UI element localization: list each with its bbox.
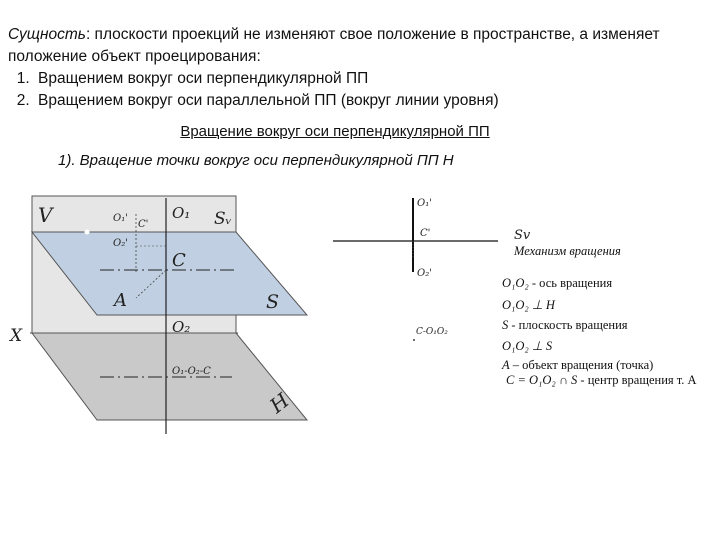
label-O2-prime: O₂' <box>113 238 128 249</box>
legend-line-6 <box>506 373 697 387</box>
label-H: H <box>265 388 294 418</box>
legend-text-1: - ось вращения <box>528 276 613 290</box>
label-O1: O₁ <box>172 204 191 222</box>
legend-sym-2: O₁O₂ ⊥ H <box>502 298 555 312</box>
label-V: V <box>38 203 53 227</box>
legend-title: Механизм вращения <box>514 244 621 258</box>
legend-sym-3: S <box>502 318 509 332</box>
label-A: A <box>114 290 127 311</box>
right-label-O1-prime: O₁' <box>417 198 432 209</box>
legend-text-6: - центр вращения т. A <box>577 373 697 387</box>
rotation-legend <box>501 244 697 387</box>
label-Sv: Sᵥ <box>214 209 232 229</box>
right-label-bottom-point: C-O₁O₂ <box>416 327 448 337</box>
label-S: S <box>266 291 280 313</box>
label-bottom-axis: O₁-O₂-C <box>172 366 211 377</box>
label-O2: O₂ <box>172 318 191 336</box>
lead-text: : плоскости проекций не изменяют свое положение в пространстве, а изменяет положение объект проецирования: <box>8 26 660 65</box>
spatial-diagram <box>8 196 307 434</box>
right-label-Sv: Sv <box>514 228 531 243</box>
legend-text-5: – объект вращения (точка) <box>509 358 654 372</box>
lead-term: Сущность <box>8 26 86 43</box>
legend-line-2 <box>502 298 556 312</box>
legend-sym-6: C = O₁O₂ ∩ S <box>506 373 578 387</box>
legend-line-1 <box>502 276 612 290</box>
label-C: C <box>172 250 186 271</box>
point-on-V <box>85 230 89 234</box>
legend-sym-1: O₁O₂ <box>502 276 529 290</box>
legend-line-5 <box>501 358 653 372</box>
legend-sym-4: O₁O₂ ⊥ S <box>502 339 553 353</box>
horizontal-plane-H <box>32 333 307 420</box>
figure-caption: 1). Вращение точки вокруг оси перпендикулярной ПП H <box>58 152 454 169</box>
section-subtitle: Вращение вокруг оси перпендикулярной ПП <box>180 123 490 140</box>
method-item-1: 1. Вращением вокруг оси перпендикулярной ПП <box>34 68 708 90</box>
label-O1-prime: O₁' <box>113 213 128 224</box>
legend-text-3: - плоскость вращения <box>508 318 628 332</box>
legend-line-3 <box>502 318 628 332</box>
label-X: X <box>10 326 23 346</box>
label-C-prime: C' <box>138 219 149 230</box>
right-label-C-prime: C' <box>420 228 431 239</box>
legend-line-4 <box>502 339 553 353</box>
legend-sym-5: A <box>502 358 510 372</box>
bottom-point-mark <box>413 339 415 341</box>
right-label-O2-prime: O₂' <box>417 268 432 279</box>
method-item-2: 2. Вращением вокруг оси параллельной ПП (вокруг линии уровня) <box>34 90 708 112</box>
